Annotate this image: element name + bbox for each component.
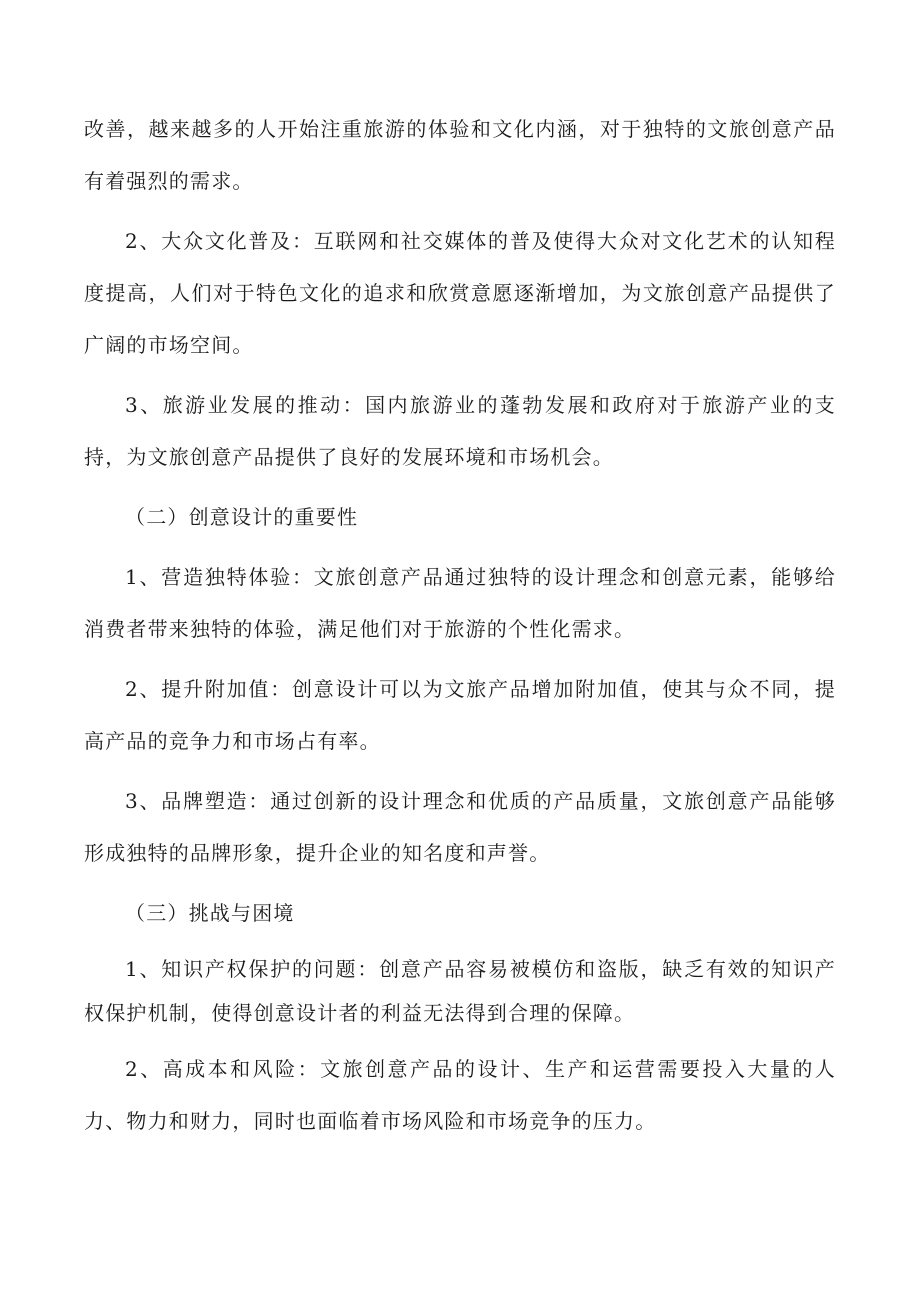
section-heading-design-importance: （二）创意设计的重要性	[125, 505, 359, 529]
section-heading-challenges: （三）挑战与困境	[125, 901, 295, 925]
document-body	[84, 103, 836, 1147]
paragraph-unique-experience: 1、营造独特体验：文旅创意产品通过独特的设计理念和创意元素，能够给消费者带来独特的体验，满足他们对于旅游的个性化需求。	[84, 565, 836, 641]
paragraph-ip-protection: 1、知识产权保护的问题：创意产品容易被模仿和盗版，缺乏有效的知识产权保护机制，使得创意设计者的利益无法得到合理的保障。	[84, 957, 836, 1025]
paragraph-brand-building: 3、品牌塑造：通过创新的设计理念和优质的产品质量，文旅创意产品能够形成独特的品牌形象，提升企业的知名度和声誉。	[84, 789, 836, 865]
paragraph-cost-risk: 2、高成本和风险：文旅创意产品的设计、生产和运营需要投入大量的人力、物力和财力，同时也面临着市场风险和市场竞争的压力。	[84, 1057, 836, 1133]
paragraph-added-value: 2、提升附加值：创意设计可以为文旅产品增加附加值，使其与众不同，提高产品的竞争力和市场占有率。	[84, 677, 836, 753]
paragraph-mass-culture: 2、大众文化普及：互联网和社交媒体的普及使得大众对文化艺术的认知程度提高，人们对于特色文化的追求和欣赏意愿逐渐增加，为文旅创意产品提供了广阔的市场空间。	[84, 229, 836, 357]
paragraph-tourism-development: 3、旅游业发展的推动：国内旅游业的蓬勃发展和政府对于旅游产业的支持，为文旅创意产品提供了良好的发展环境和市场机会。	[84, 393, 836, 469]
paragraph-continued: 改善，越来越多的人开始注重旅游的体验和文化内涵，对于独特的文旅创意产品有着强烈的需求。	[84, 117, 836, 193]
